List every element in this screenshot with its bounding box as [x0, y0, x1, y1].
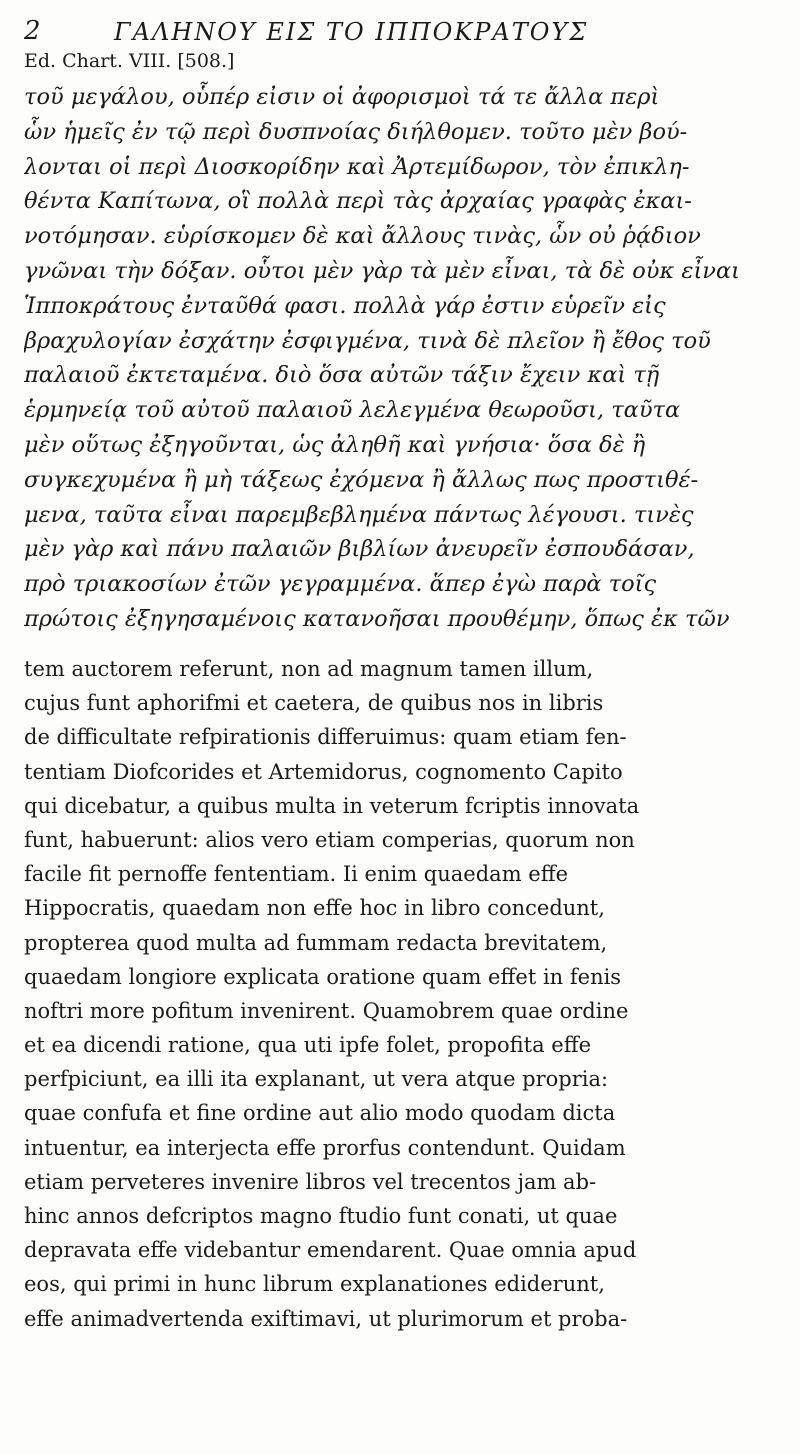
latin-text-line: quaedam longiore explicata oratione quam effet in fenis [24, 964, 622, 989]
greek-text-line: μὲν οὕτως ἐξηγοῦνται, ὡς ἀληθῆ καὶ γνήσια· ὅσα δὲ ἢ [24, 431, 646, 458]
greek-text-block [24, 80, 774, 637]
latin-text-line: tem auctorem referunt, non ad magnum tamen illum, [24, 657, 594, 681]
latin-text-line: effe animadvertenda exiftimavi, ut plurimorum et proba- [24, 1306, 628, 1331]
greek-text-line: Ἱπποκράτους ἐνταῦθά φασι. πολλὰ γάρ ἐστιν εὑρεῖν εἰς [24, 292, 666, 319]
latin-text-line: et ea dicendi ratione, qua uti ipfe folet, propofita effe [24, 1033, 592, 1058]
running-head [24, 12, 764, 46]
latin-text-line: etiam perveteres invenire libros vel trecentos jam ab- [24, 1169, 597, 1194]
greek-text-line: παλαιοῦ ἐκτεταμένα. διὸ ὅσα αὐτῶν τάξιν ἔχειν καὶ τῇ [24, 362, 660, 389]
running-title: ΓΑΛΗΝΟΥ ΕΙΣ ΤΟ ΙΠΠΟΚΡΑΤΟΥΣ [114, 18, 589, 46]
edition-reference: Ed. Chart. VIII. [508.] [24, 50, 235, 72]
greek-text-line: πρώτοις ἐξηγησαμένοις κατανοῆσαι προυθέμην, ὅπως ἐκ τῶν [24, 605, 730, 632]
greek-text-line: πρὸ τριακοσίων ἐτῶν γεγραμμένα. ἅπερ ἐγὼ παρὰ τοῖς [24, 571, 657, 598]
greek-text-line: βραχυλογίαν ἐσχάτην ἐσφιγμένα, τινὰ δὲ πλεῖον ἢ ἔθος τοῦ [24, 327, 711, 354]
greek-text-line: μενα, ταῦτα εἶναι παρεμβεβλημένα πάντως λέγουσι. τινὲς [24, 501, 694, 528]
latin-text-line: Hippocratis, quaedam non effe hoc in libro concedunt, [24, 896, 605, 921]
latin-text-line: facile fit pernoffe fententiam. Ii enim quaedam effe [24, 862, 569, 887]
greek-text-line: ἑρμηνείᾳ τοῦ αὐτοῦ παλαιοῦ λελεγμένα θεωροῦσι, ταῦτα [24, 397, 681, 424]
latin-text-line: funt, habuerunt: alios vero etiam comperias, quorum non [24, 827, 635, 852]
latin-text-line: eos, qui primi in hunc librum explanationes ediderunt, [24, 1272, 605, 1297]
greek-text-line: γνῶναι τὴν δόξαν. οὗτοι μὲν γὰρ τὰ μὲν εἶναι, τὰ δὲ οὐκ εἶναι [24, 257, 740, 284]
latin-text-line: qui dicebatur, a quibus multa in veterum fcriptis innovata [24, 793, 640, 818]
greek-text-line: λονται οἱ περὶ Διοσκορίδην καὶ Ἀρτεμίδωρον, τὸν ἐπικλη- [24, 153, 690, 180]
latin-text-line: tentiam Diofcorides et Artemidorus, cognomento Capito [24, 759, 623, 784]
latin-text-line: de difficultate refpirationis differuimus: quam etiam fen- [24, 725, 627, 750]
latin-text-line: hinc annos defcriptos magno ftudio funt conati, ut quae [24, 1204, 618, 1228]
latin-text-block [24, 652, 789, 1336]
latin-text-line: cujus funt aphorifmi et caetera, de quibus nos in libris [24, 691, 604, 716]
greek-text-line: τοῦ μεγάλου, οὗπέρ εἰσιν οἱ ἀφορισμοὶ τά τε ἄλλα περὶ [24, 84, 660, 110]
greek-text-line: θέντα Καπίτωνα, οἳ πολλὰ περὶ τὰς ἀρχαίας γραφὰς ἐκαι- [24, 188, 692, 215]
latin-text-line: propterea quod multa ad fummam redacta brevitatem, [24, 930, 608, 955]
latin-text-line: depravata effe videbantur emendarent. Quae omnia apud [24, 1238, 637, 1263]
latin-text-line: quae confufa et fine ordine aut alio modo quodam dicta [24, 1101, 616, 1126]
latin-text-line: noftri more pofitum invenirent. Quamobrem quae ordine [24, 998, 629, 1023]
greek-text-line: ὧν ἡμεῖς ἐν τῷ περὶ δυσπνοίας διήλθομεν. τοῦτο μὲν βού- [24, 118, 688, 145]
page-number: 2 [24, 16, 41, 46]
greek-text-line: μὲν γὰρ καὶ πάνυ παλαιῶν βιβλίων ἀνευρεῖν ἐσπουδάσαν, [24, 536, 695, 563]
greek-text-line: συγκεχυμένα ἢ μὴ τάξεως ἐχόμενα ἢ ἄλλως πως προστιθέ- [24, 466, 699, 493]
greek-text-line: νοτόμησαν. εὑρίσκομεν δὲ καὶ ἄλλους τινὰς, ὧν οὐ ῥᾴδιον [24, 223, 701, 250]
latin-text-line: intuentur, ea interjecta effe prorfus contendunt. Quidam [24, 1135, 626, 1160]
latin-text-line: perfpiciunt, ea illi ita explanant, ut vera atque propria: [24, 1067, 609, 1092]
